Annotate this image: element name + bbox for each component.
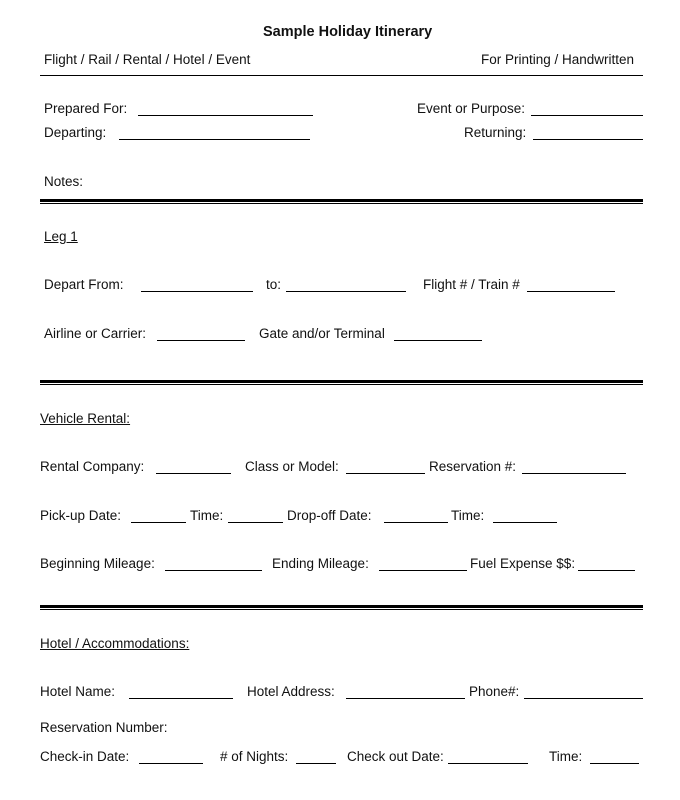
dropoff-date-field[interactable]	[384, 522, 448, 523]
prepared-for-label: Prepared For:	[44, 101, 128, 116]
gate-label: Gate and/or Terminal	[259, 326, 385, 341]
section-divider-3	[40, 605, 643, 610]
vehicle-heading: Vehicle Rental:	[40, 411, 131, 426]
dropoff-date-label: Drop-off Date:	[287, 508, 372, 523]
hotel-heading: Hotel / Accommodations:	[40, 636, 190, 651]
rental-company-label: Rental Company:	[40, 459, 145, 474]
notes-label: Notes:	[44, 174, 84, 189]
section-divider-2	[40, 380, 643, 385]
rental-company-field[interactable]	[156, 473, 231, 474]
pickup-time-label: Time:	[190, 508, 224, 523]
fuel-expense-field[interactable]	[578, 570, 635, 571]
phone-label: Phone#:	[469, 684, 520, 699]
to-field[interactable]	[286, 291, 406, 292]
reservation-label: Reservation #:	[429, 459, 517, 474]
page-title: Sample Holiday Itinerary	[263, 24, 433, 40]
airline-label: Airline or Carrier:	[44, 326, 147, 341]
checkin-date-label: Check-in Date:	[40, 749, 130, 764]
subtitle-printing: For Printing / Handwritten	[481, 52, 635, 67]
reservation-number-label: Reservation Number:	[40, 720, 168, 735]
checkout-date-field[interactable]	[448, 763, 528, 764]
checkout-time-label: Time:	[549, 749, 583, 764]
beginning-mileage-field[interactable]	[165, 570, 262, 571]
nights-field[interactable]	[296, 763, 336, 764]
checkout-date-label: Check out Date:	[347, 749, 444, 764]
subtitle-categories: Flight / Rail / Rental / Hotel / Event	[44, 52, 251, 67]
reservation-field[interactable]	[522, 473, 626, 474]
ending-mileage-field[interactable]	[379, 570, 467, 571]
gate-field[interactable]	[394, 340, 482, 341]
hotel-name-label: Hotel Name:	[40, 684, 116, 699]
pickup-time-field[interactable]	[228, 522, 283, 523]
section-divider-1	[40, 199, 643, 204]
fuel-expense-label: Fuel Expense $$:	[470, 556, 576, 571]
hotel-address-label: Hotel Address:	[247, 684, 335, 699]
pickup-date-label: Pick-up Date:	[40, 508, 122, 523]
hotel-name-field[interactable]	[129, 698, 233, 699]
class-model-field[interactable]	[346, 473, 425, 474]
checkout-time-field[interactable]	[590, 763, 639, 764]
beginning-mileage-label: Beginning Mileage:	[40, 556, 155, 571]
hotel-address-field[interactable]	[346, 698, 465, 699]
dropoff-time-label: Time:	[451, 508, 485, 523]
departing-label: Departing:	[44, 125, 107, 140]
pickup-date-field[interactable]	[131, 522, 186, 523]
phone-field[interactable]	[524, 698, 643, 699]
departing-field[interactable]	[119, 139, 310, 140]
ending-mileage-label: Ending Mileage:	[272, 556, 369, 571]
airline-field[interactable]	[157, 340, 245, 341]
returning-field[interactable]	[533, 139, 643, 140]
flight-train-label: Flight # / Train #	[423, 277, 520, 292]
checkin-date-field[interactable]	[139, 763, 203, 764]
prepared-for-field[interactable]	[138, 115, 313, 116]
returning-label: Returning:	[464, 125, 527, 140]
to-label: to:	[266, 277, 282, 292]
dropoff-time-field[interactable]	[493, 522, 557, 523]
event-purpose-label: Event or Purpose:	[417, 101, 526, 116]
depart-from-field[interactable]	[141, 291, 253, 292]
leg1-heading: Leg 1	[44, 229, 78, 244]
nights-label: # of Nights:	[220, 749, 289, 764]
class-model-label: Class or Model:	[245, 459, 339, 474]
flight-train-field[interactable]	[527, 291, 615, 292]
header-divider	[40, 75, 643, 76]
event-purpose-field[interactable]	[531, 115, 643, 116]
depart-from-label: Depart From:	[44, 277, 124, 292]
